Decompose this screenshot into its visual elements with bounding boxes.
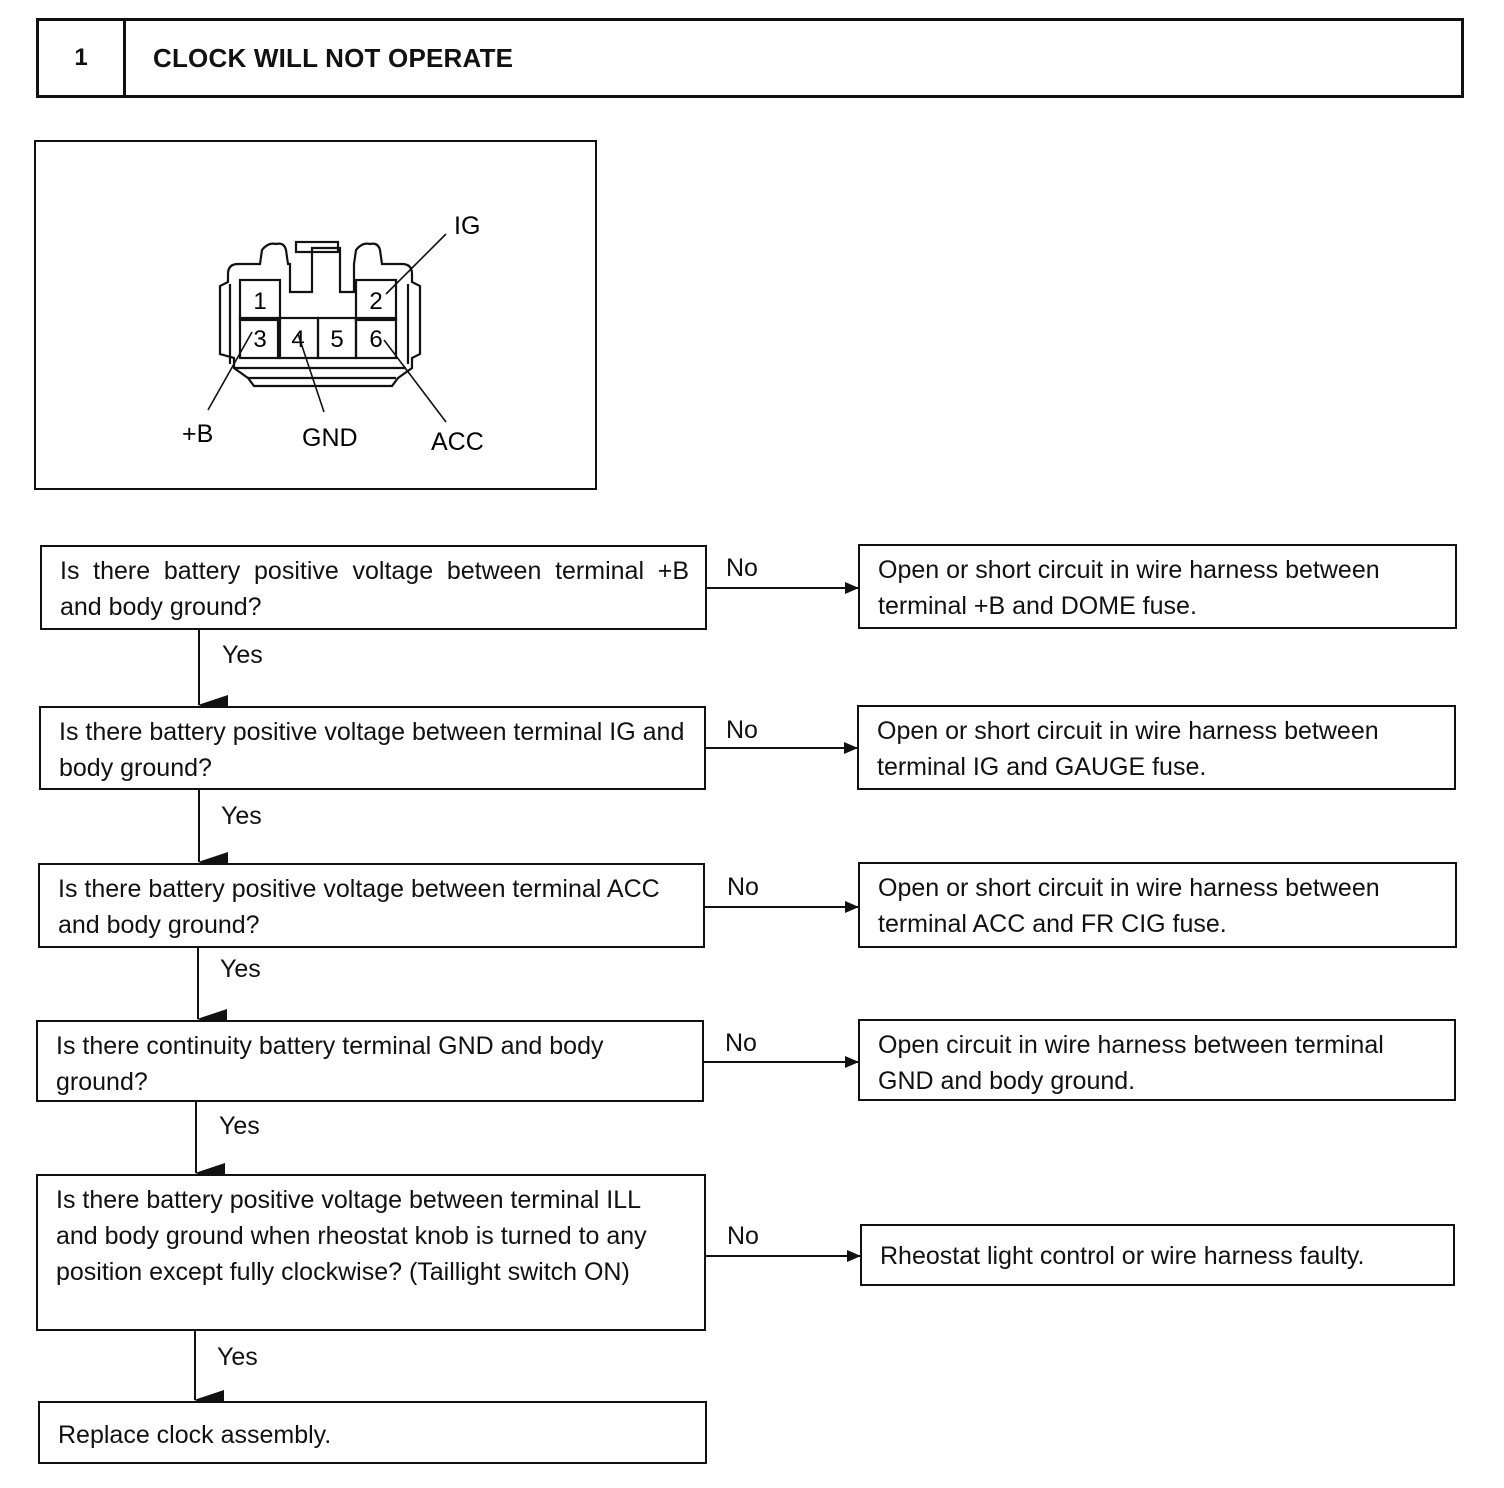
label-b: +B (182, 420, 214, 448)
result-text-5: Rheostat light control or wire harness faulty. (880, 1242, 1365, 1270)
yes-label-2: Yes (221, 802, 262, 830)
yes-label-3: Yes (220, 955, 261, 983)
question-box-5 (36, 1174, 706, 1331)
question-text-1: Is there battery positive voltage between terminal +B and body ground? (60, 557, 689, 621)
result-box-4 (858, 1019, 1456, 1101)
final-action-text: Replace clock assembly. (58, 1421, 332, 1449)
result-text-3: Open or short circuit in wire harness between terminal ACC and FR CIG fuse. (878, 874, 1380, 938)
no-label-2: No (726, 716, 758, 744)
question-text-3: Is there battery positive voltage between terminal ACC and body ground? (58, 875, 660, 939)
result-box-2 (857, 705, 1456, 790)
question-box-1 (40, 545, 707, 630)
page-title: CLOCK WILL NOT OPERATE (153, 42, 514, 73)
result-text-1: Open or short circuit in wire harness between terminal +B and DOME fuse. (878, 556, 1380, 620)
no-label-3: No (727, 873, 759, 901)
terminal-4: 4 (291, 326, 305, 353)
no-label-1: No (726, 554, 758, 582)
label-ig: IG (454, 212, 481, 240)
yes-label-5: Yes (217, 1343, 258, 1371)
question-box-3 (38, 863, 705, 948)
section-number: 1 (39, 21, 126, 95)
terminal-6: 6 (369, 326, 383, 353)
result-text-4: Open circuit in wire harness between terminal GND and body ground. (878, 1031, 1384, 1095)
question-text-5: Is there battery positive voltage between terminal ILL and body ground when rheostat knob is turned to any position except fully clockwise? (Taillight switch ON) (56, 1186, 647, 1286)
terminal-5: 5 (330, 326, 344, 353)
terminal-1: 1 (253, 288, 267, 315)
result-text-2: Open or short circuit in wire harness between terminal IG and GAUGE fuse. (877, 717, 1379, 781)
result-box-5 (860, 1224, 1455, 1286)
no-label-4: No (725, 1029, 757, 1057)
question-box-2 (39, 706, 706, 790)
label-acc: ACC (431, 428, 484, 456)
question-text-4: Is there continuity battery terminal GND and body ground? (56, 1032, 604, 1096)
yes-label-4: Yes (219, 1112, 260, 1140)
terminal-3: 3 (253, 326, 267, 353)
final-action-box (38, 1401, 707, 1464)
terminal-2: 2 (369, 288, 383, 315)
label-gnd: GND (302, 424, 358, 452)
result-box-1 (858, 544, 1457, 629)
no-label-5: No (727, 1222, 759, 1250)
result-box-3 (858, 862, 1457, 948)
question-text-2: Is there battery positive voltage between terminal IG and body ground? (59, 718, 685, 782)
yes-label-1: Yes (222, 641, 263, 669)
question-box-4 (36, 1020, 704, 1102)
